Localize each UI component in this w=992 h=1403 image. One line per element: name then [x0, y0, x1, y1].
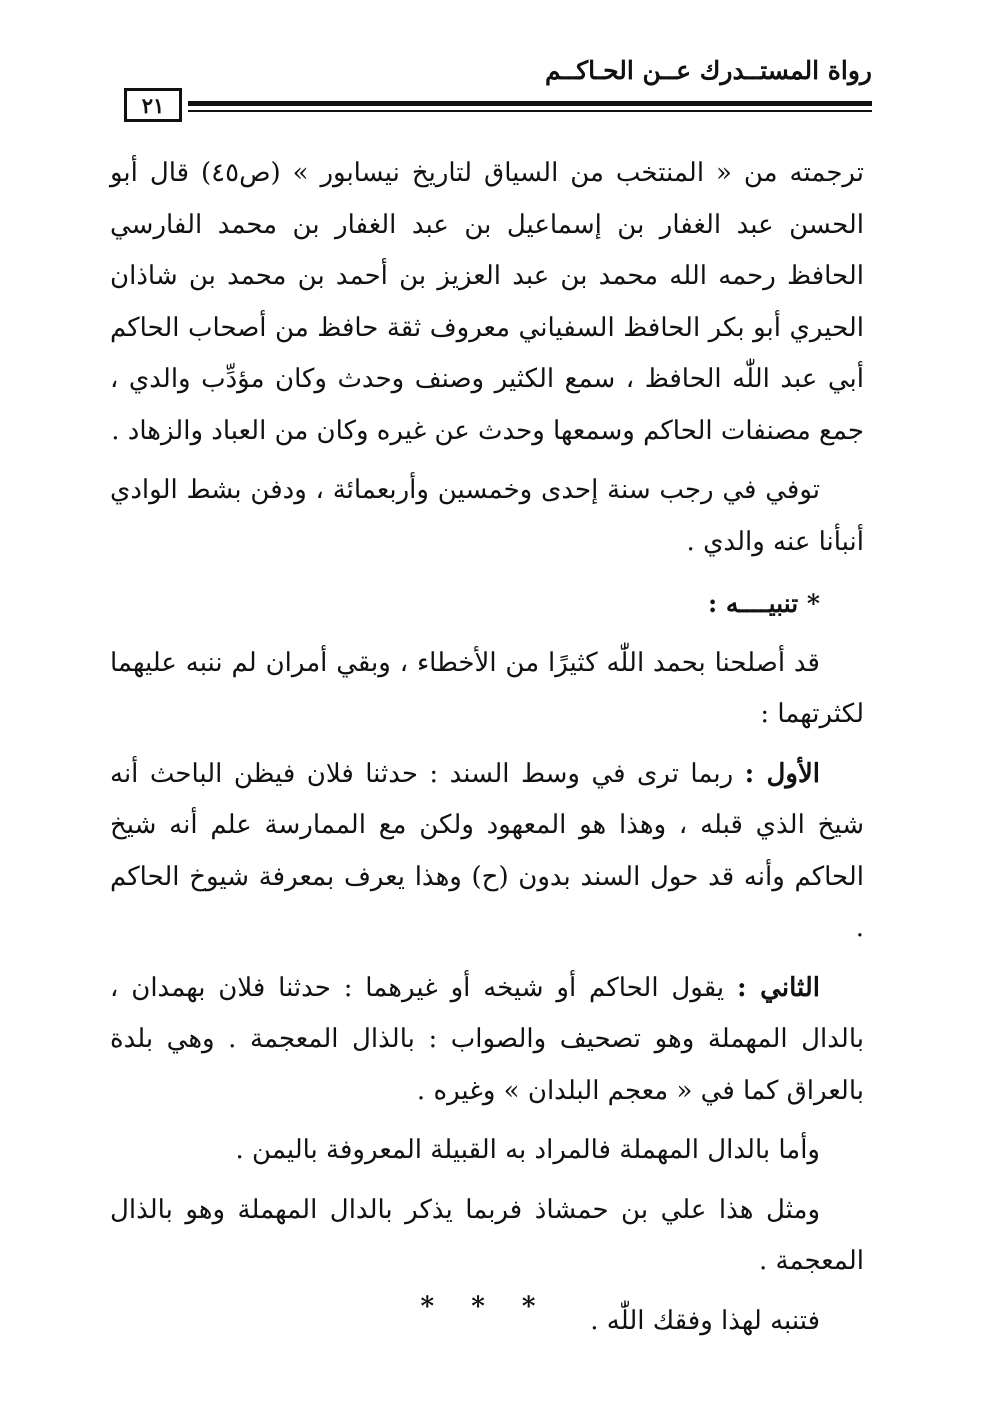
header-rule-thick: [188, 101, 872, 106]
running-title: رواة المستــدرك عــن الحـاكــم: [544, 56, 872, 85]
paragraph-first-issue: [110, 749, 864, 955]
paragraph-yemen: وأما بالدال المهملة فالمراد به القبيلة المعروفة باليمن .: [235, 1135, 820, 1165]
paragraph-closing: فتنبه لهذا وفقك اللّٰه .: [590, 1305, 820, 1336]
page-number: ٢١: [141, 92, 165, 118]
header-rule-thin: [188, 110, 872, 112]
paragraph-death: توفي في رجب سنة إحدى وخمسين وأربعمائة ، ودفن بشط الوادي أنبأنا عنه والدي .: [110, 475, 864, 557]
page-number-box: [124, 88, 182, 122]
note-heading: * تنبيــــه :: [708, 589, 820, 618]
paragraph-biography: ترجمته من « المنتخب من السياق لتاريخ نيسابور » (ص٤٥) قال أبو الحسن عبد الغفار بن إسماعيل بن عبد الغفار بن محمد الفارسي الحافظ رحمه الله محمد بن عبد العزيز بن أحمد بن محمد بن شاذان الحيري أبو بكر الحافظ السفياني معروف ثقة حافظ من أصحاب الحاكم أبي عبد اللّٰه الحافظ ، سمع الكثير وصنف وحدث وكان مؤدِّب والدي ، جمع مصنفات الحاكم وسمعها وحدث عن غيره وكان من العباد والزهاد .: [110, 158, 864, 446]
end-ornament: * * *: [420, 1292, 550, 1322]
second-issue-text: يقول الحاكم أو شيخه أو غيرهما : حدثنا فلان بهمدان ، بالدال المهملة وهو تصحيف والصواب : بالذال المعجمة . وهي بلدة بالعراق كما في « معجم البلدان » وغيره .: [110, 972, 864, 1106]
second-issue-label: الثاني :: [736, 972, 820, 1003]
paragraph-second-issue: [110, 963, 864, 1118]
first-issue-text: ربما ترى في وسط السند : حدثنا فلان فيظن الباحث أنه شيخ الذي قبله ، وهذا هو المعهود ولكن مع الممارسة علم أنه شيخ الحاكم وأنه قد حول السند بدون (ح) وهذا يعرف بمعرفة شيوخ الحاكم .: [110, 758, 864, 943]
paragraph-hamshadh: ومثل هذا علي بن حمشاذ فربما يذكر بالدال المهملة وهو بالذال المعجمة .: [110, 1194, 864, 1276]
paragraph-corrections: قد أصلحنا بحمد اللّٰه كثيرًا من الأخطاء ، وبقي أمران لم ننبه عليهما لكثرتهما :: [110, 647, 864, 729]
page-header: [118, 52, 872, 132]
page-body: [110, 148, 864, 1347]
first-issue-label: الأول :: [744, 758, 821, 789]
